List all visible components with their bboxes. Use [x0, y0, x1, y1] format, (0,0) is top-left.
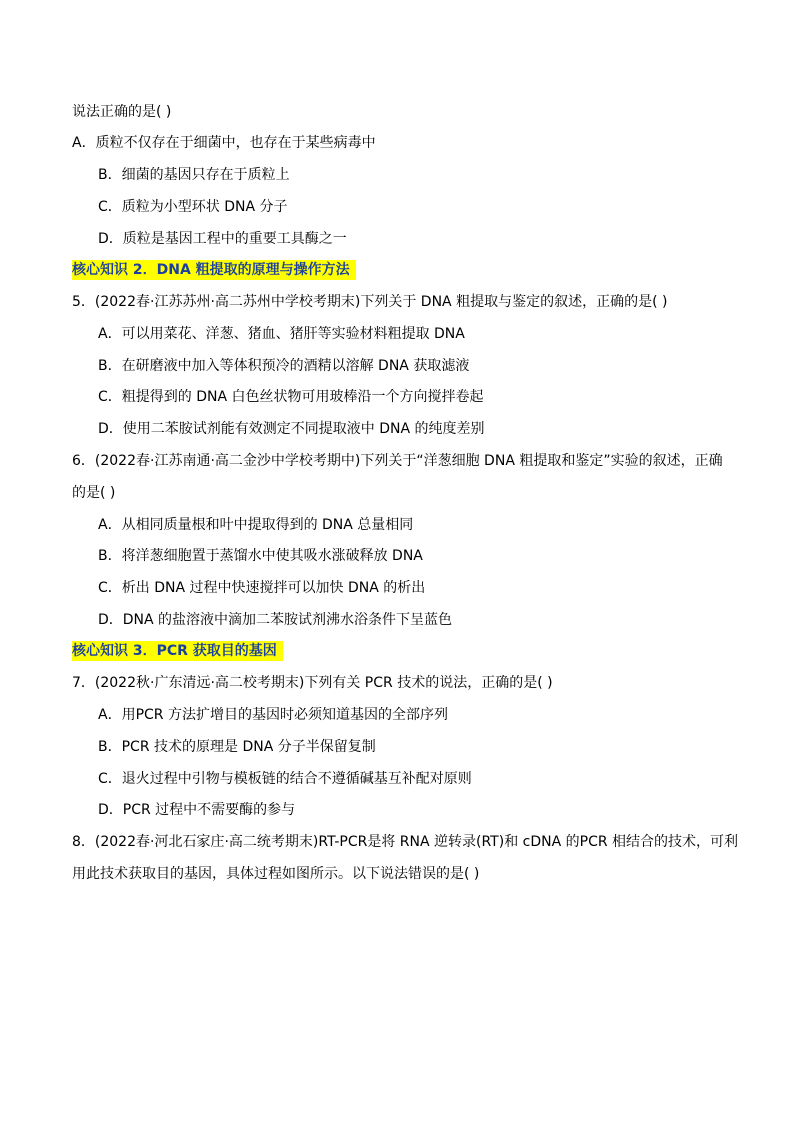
question-5-option-b: B．在研磨液中加入等体积预冷的酒精以溶解 DNA 获取滤液: [98, 358, 470, 374]
question-5-option-d: D．使用二苯胺试剂能有效测定不同提取液中 DNA 的纯度差别: [98, 421, 485, 437]
question-4-option-d: D．质粒是基因工程中的重要工具酶之一: [98, 231, 347, 247]
question-8-stem-line-2: 用此技术获取目的基因，具体过程如图所示。以下说法错误的是( ): [72, 866, 480, 882]
question-6-option-a: A．从相同质量根和叶中提取得到的 DNA 总量相同: [98, 517, 414, 533]
question-6-option-b: B．将洋葱细胞置于蒸馏水中使其吸水涨破释放 DNA: [98, 548, 423, 564]
section-heading-2: 核心知识 2．DNA 粗提取的原理与操作方法: [72, 260, 356, 280]
question-4-option-b: B．细菌的基因只存在于质粒上: [98, 167, 290, 183]
question-7-stem: 7．(2022秋·广东清远·高二校考期末)下列有关 PCR 技术的说法，正确的是( ): [72, 675, 553, 691]
question-5-option-a: A．可以用菜花、洋葱、猪血、猪肝等实验材料粗提取 DNA: [98, 326, 465, 342]
question-5-option-c: C．粗提得到的 DNA 白色丝状物可用玻棒沿一个方向搅拌卷起: [98, 389, 484, 405]
question-6-stem-line-2: 的是( ): [72, 485, 116, 501]
section-heading-3: 核心知识 3．PCR 获取目的基因: [72, 641, 283, 661]
question-7-option-a: A．用PCR 方法扩增目的基因时必须知道基因的全部序列: [98, 707, 448, 723]
question-6-option-c: C．析出 DNA 过程中快速搅拌可以加快 DNA 的析出: [98, 580, 426, 596]
question-6-stem-line-1: 6．(2022春·江苏南通·高二金沙中学校考期中)下列关于“洋葱细胞 DNA 粗提取和鉴定”实验的叙述，正确: [72, 453, 723, 469]
question-8-stem-line-1: 8．(2022春·河北石家庄·高二统考期末)RT-PCR是将 RNA 逆转录(RT)和 cDNA 的PCR 相结合的技术，可利: [72, 834, 739, 850]
question-4-option-c: C．质粒为小型环状 DNA 分子: [98, 199, 288, 215]
question-4-stem-tail: 说法正确的是( ): [72, 104, 172, 120]
question-6-option-d: D．DNA 的盐溶液中滴加二苯胺试剂沸水浴条件下呈蓝色: [98, 612, 453, 628]
question-5-stem: 5．(2022春·江苏苏州·高二苏州中学校考期末)下列关于 DNA 粗提取与鉴定的叙述，正确的是( ): [72, 294, 668, 310]
question-7-option-d: D．PCR 过程中不需要酶的参与: [98, 802, 296, 818]
question-7-option-b: B．PCR 技术的原理是 DNA 分子半保留复制: [98, 739, 376, 755]
question-4-option-a: A．质粒不仅存在于细菌中，也存在于某些病毒中: [72, 135, 376, 151]
question-7-option-c: C．退火过程中引物与模板链的结合不遵循碱基互补配对原则: [98, 771, 472, 787]
